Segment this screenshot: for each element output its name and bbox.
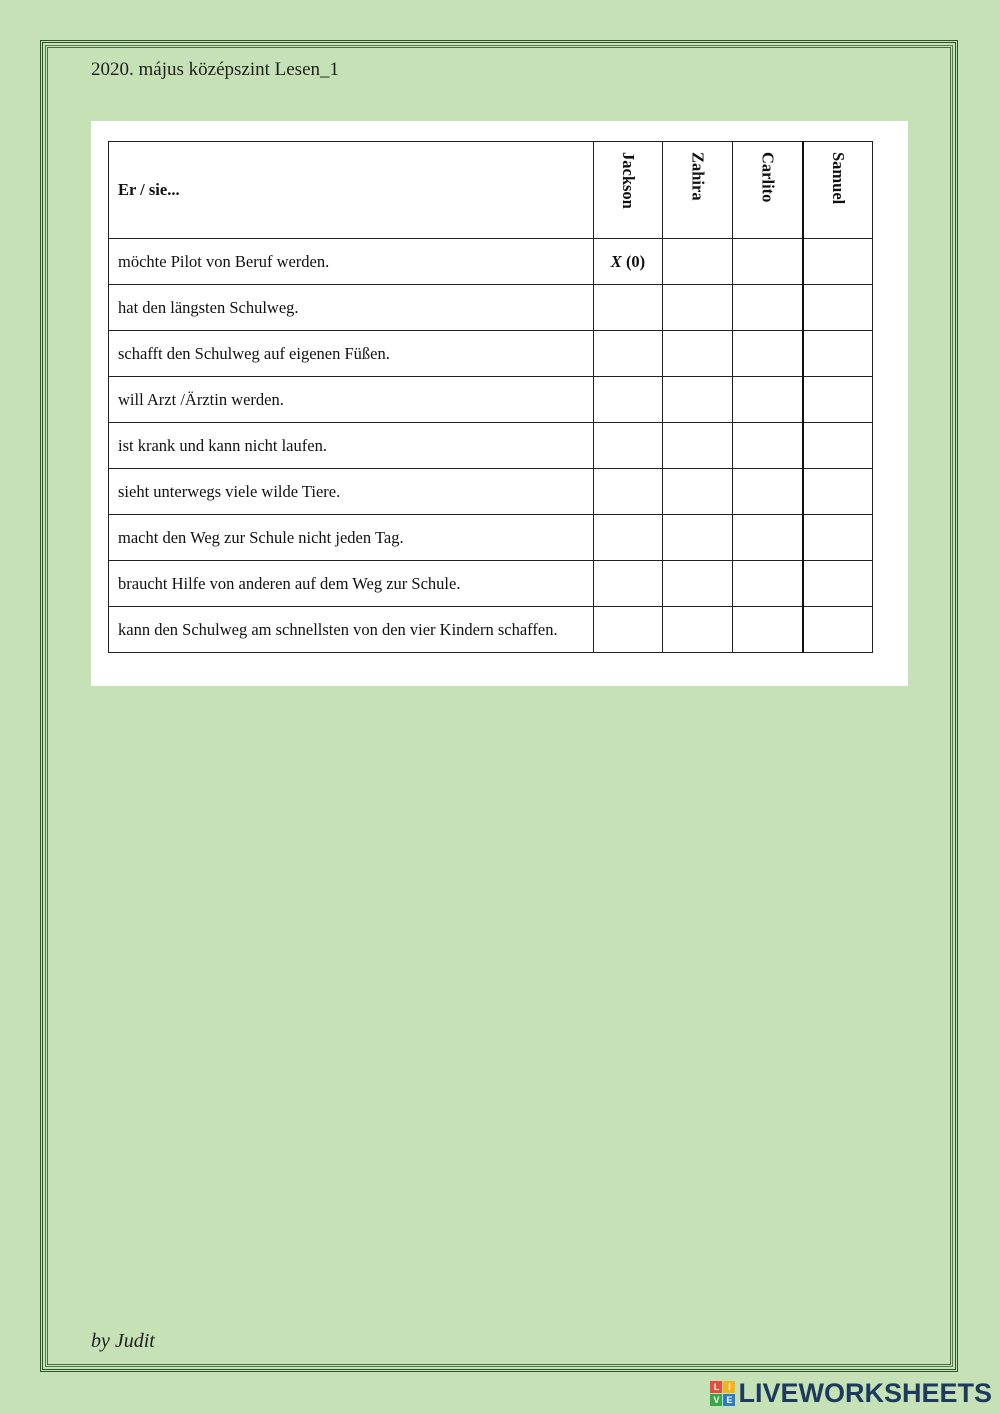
answer-cell[interactable] (733, 561, 803, 607)
table-row (109, 285, 873, 331)
answer-table (108, 141, 873, 653)
logo-square: E (723, 1394, 735, 1406)
table-row (109, 331, 873, 377)
brand-logo-icon (710, 1381, 735, 1406)
answer-cell[interactable] (663, 285, 733, 331)
name-header-jackson (594, 142, 663, 239)
answer-cell[interactable] (663, 561, 733, 607)
answer-cell[interactable] (733, 607, 803, 653)
answer-cell[interactable] (594, 561, 663, 607)
statement-header: Er / sie... (109, 142, 594, 239)
example-number: (0) (625, 251, 646, 271)
name-header-zahira (663, 142, 733, 239)
answer-cell[interactable] (594, 285, 663, 331)
statement-cell: möchte Pilot von Beruf werden. (109, 239, 594, 285)
answer-cell[interactable] (594, 515, 663, 561)
table-row (109, 377, 873, 423)
logo-square: V (710, 1394, 722, 1406)
table-row (109, 469, 873, 515)
answer-cell[interactable] (663, 239, 733, 285)
answer-cell[interactable] (663, 331, 733, 377)
answer-cell-example (594, 239, 663, 285)
answer-cell[interactable] (803, 423, 873, 469)
table-row (109, 239, 873, 285)
answer-cell[interactable] (803, 607, 873, 653)
answer-cell[interactable] (594, 331, 663, 377)
example-mark: X (610, 251, 622, 271)
answer-cell[interactable] (803, 561, 873, 607)
name-label: Carlito (758, 152, 778, 203)
answer-cell[interactable] (733, 377, 803, 423)
table-row (109, 607, 873, 653)
answer-cell[interactable] (803, 285, 873, 331)
answer-cell[interactable] (663, 515, 733, 561)
answer-cell[interactable] (594, 377, 663, 423)
author-credit: by Judit (91, 1330, 155, 1352)
name-label: Samuel (828, 152, 848, 205)
table-row (109, 561, 873, 607)
answer-cell[interactable] (594, 469, 663, 515)
answer-cell[interactable] (733, 515, 803, 561)
name-label: Jackson (619, 152, 638, 209)
statement-cell: will Arzt /Ärztin werden. (109, 377, 594, 423)
answer-cell[interactable] (733, 239, 803, 285)
answer-cell[interactable] (803, 331, 873, 377)
statement-cell: macht den Weg zur Schule nicht jeden Tag. (109, 515, 594, 561)
worksheet-paper (91, 121, 908, 686)
answer-cell[interactable] (803, 515, 873, 561)
answer-cell[interactable] (663, 607, 733, 653)
liveworksheets-logo[interactable] (710, 1378, 992, 1408)
answer-cell[interactable] (594, 607, 663, 653)
statement-cell: ist krank und kann nicht laufen. (109, 423, 594, 469)
logo-square: L (710, 1381, 722, 1393)
answer-cell[interactable] (663, 377, 733, 423)
answer-cell[interactable] (594, 423, 663, 469)
statement-cell: sieht unterwegs viele wilde Tiere. (109, 469, 594, 515)
statement-cell: schafft den Schulweg auf eigenen Füßen. (109, 331, 594, 377)
answer-cell[interactable] (733, 423, 803, 469)
answer-cell[interactable] (733, 469, 803, 515)
table-header-row (109, 142, 873, 239)
table-row (109, 515, 873, 561)
answer-cell[interactable] (663, 469, 733, 515)
page-title: 2020. május középszint Lesen_1 (91, 59, 340, 80)
answer-cell[interactable] (803, 469, 873, 515)
logo-square: I (723, 1381, 735, 1393)
name-header-carlito (733, 142, 803, 239)
name-header-samuel (803, 142, 873, 239)
answer-cell[interactable] (663, 423, 733, 469)
table-row (109, 423, 873, 469)
answer-cell[interactable] (733, 331, 803, 377)
answer-cell[interactable] (803, 377, 873, 423)
answer-cell[interactable] (733, 285, 803, 331)
answer-cell[interactable] (803, 239, 873, 285)
statement-cell: kann den Schulweg am schnellsten von den vier Kindern schaffen. (109, 607, 594, 653)
brand-name: LIVEWORKSHEETS (738, 1377, 992, 1408)
statement-cell: hat den längsten Schulweg. (109, 285, 594, 331)
name-label: Zahira (688, 152, 708, 201)
statement-cell: braucht Hilfe von anderen auf dem Weg zur Schule. (109, 561, 594, 607)
